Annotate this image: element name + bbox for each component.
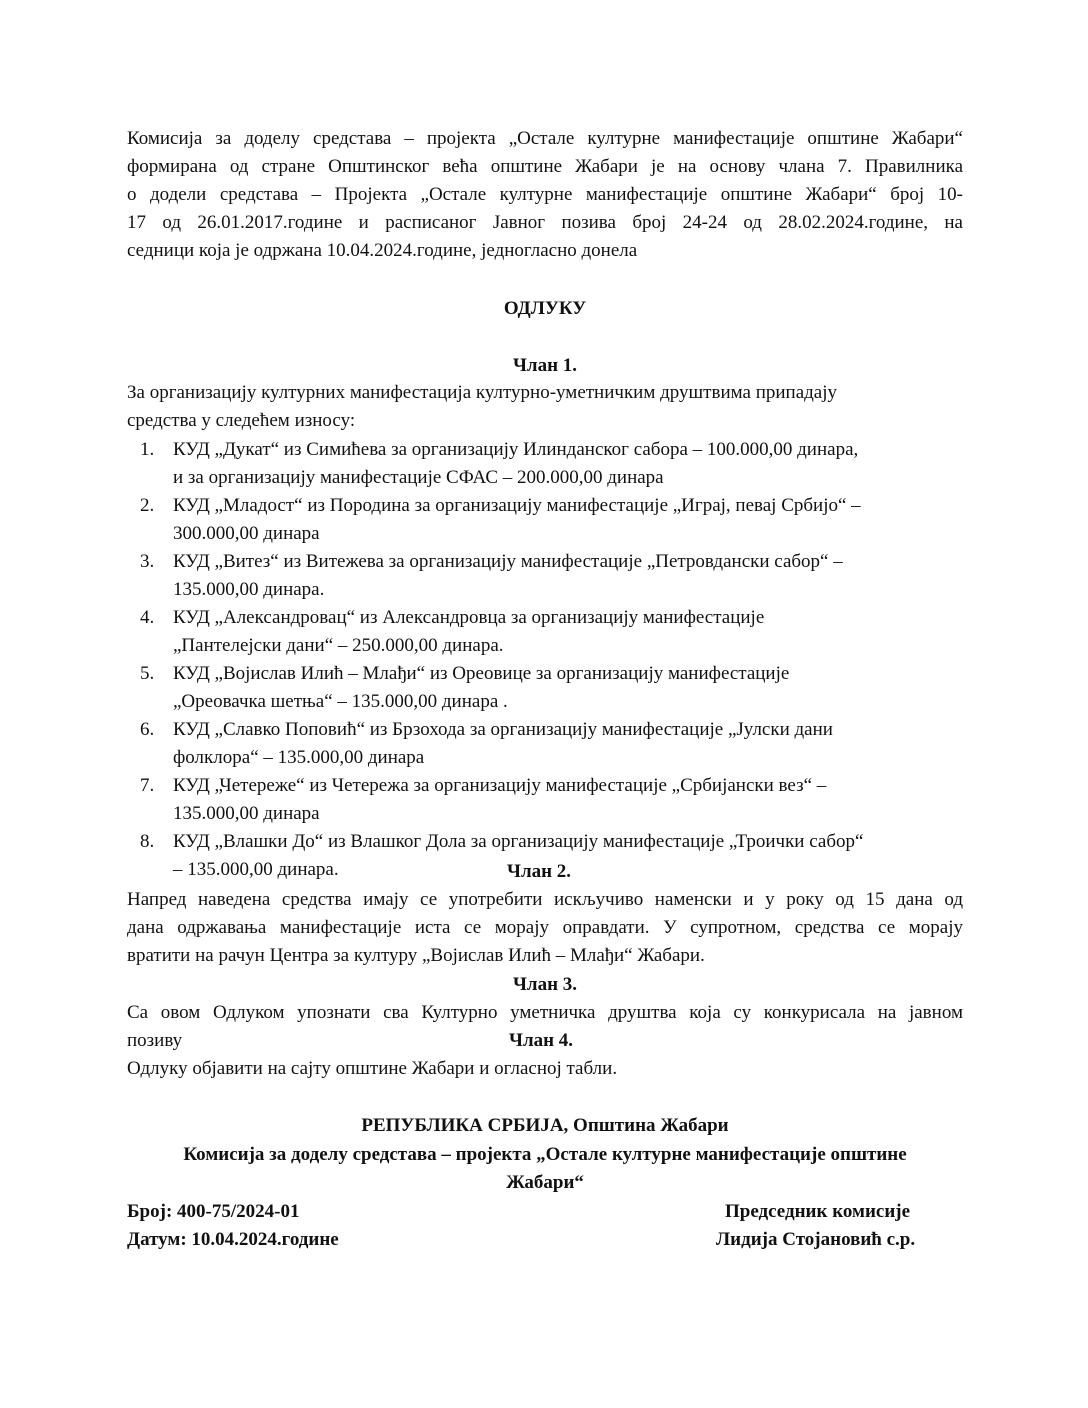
list-item-line: „Пантелејски дани“ – 250.000,00 динара.: [173, 635, 504, 656]
article-4-paragraph: [127, 1055, 963, 1083]
list-item: [127, 604, 963, 660]
article-2-paragraph: [127, 886, 963, 970]
article-1-intro-line: средства у следећем износу:: [127, 410, 356, 431]
commission-line: Жабари“: [506, 1172, 584, 1193]
list-item-line: КУД „Четереже“ из Четережа за организацију манифестације „Србијански вез“ –: [173, 775, 827, 796]
list-item-number: 8.: [140, 831, 155, 852]
list-item-number: 5.: [140, 663, 155, 684]
list-item-line: КУД „Александровац“ из Александровца за организацију манифестације: [173, 607, 765, 628]
decision-title: ОДЛУКУ: [503, 298, 587, 319]
article-3-line: позиву: [127, 1030, 183, 1051]
list-item-line: и за организацију манифестације СФАС – 200.000,00 динара: [173, 467, 664, 488]
list-item: [127, 548, 963, 604]
list-item-line: КУД „Војислав Илић – Млађи“ из Ореовице за организацију манифестације: [173, 663, 790, 684]
list-item-line: 135.000,00 динара: [173, 803, 320, 824]
article-1-intro-line: За организацију културних манифестација културно-уметничким друштвима припадају: [127, 382, 838, 403]
list-item-line: КУД „Младост“ из Породина за организацију манифестације „Играј, певај Србијо“ –: [173, 495, 861, 516]
commission-heading: [127, 1141, 963, 1197]
allocation-list: [127, 436, 963, 884]
intro-line: седници која је одржана 10.04.2024.године, једногласно донела: [127, 240, 638, 261]
list-item-line: 300.000,00 динара: [173, 523, 320, 544]
list-item-line: КУД „Витез“ из Витежева за организацију манифестације „Петровдански сабор“ –: [173, 551, 843, 572]
intro-line: 17 од 26.01.2017.године и расписаног Јавног позива број 24-24 од 28.02.2024.године, на: [127, 212, 963, 233]
list-item-line: КУД „Дукат“ из Симићева за организацију Илинданског сабора – 100.000,00 динара,: [173, 439, 859, 460]
article-3-heading: Члан 3.: [512, 974, 578, 995]
president-name: Лидија Стојановић с.р.: [716, 1229, 916, 1250]
list-item-number: 6.: [140, 719, 155, 740]
list-item-line: КУД „Славко Поповић“ из Брзохода за организацију манифестације „Јулски дани: [173, 719, 833, 740]
list-item: [127, 660, 963, 716]
document-date: Датум: 10.04.2024.године: [127, 1229, 339, 1250]
authority-heading: РЕПУБЛИКА СРБИЈА, Општина Жабари: [361, 1115, 729, 1136]
list-item: [127, 716, 963, 772]
list-item-line: „Ореовачка шетња“ – 135.000,00 динара .: [173, 691, 508, 712]
list-item-number: 1.: [140, 439, 155, 460]
list-item-line: фолклора“ – 135.000,00 динара: [173, 747, 425, 768]
article-2-line: дана одржавања манифестације иста се морају оправдати. У супротном, средства се морају: [127, 917, 963, 938]
list-item: [127, 436, 963, 492]
list-item-number: 4.: [140, 607, 155, 628]
article-2-heading: Члан 2.: [507, 861, 572, 882]
list-item: [127, 772, 963, 828]
intro-line: Комисија за доделу средстава – пројекта „Остале културне манифестације општине Жабари“: [127, 128, 963, 149]
commission-line: Комисија за доделу средстава – пројекта „Остале културне манифестације општине: [183, 1144, 907, 1165]
intro-paragraph: [127, 125, 963, 265]
intro-line: формирана од стране Општинског већа општине Жабари је на основу члана 7. Правилника: [127, 156, 963, 177]
list-item-line: – 135.000,00 динара.: [173, 859, 339, 880]
president-title: Председник комисије: [725, 1201, 911, 1222]
article-1-intro: [127, 379, 963, 435]
intro-line: о додели средстава – Пројекта „Остале културне манифестације општине Жабари“ број 10-: [127, 184, 963, 205]
list-item-number: 7.: [140, 775, 155, 796]
article-1-heading: Члан 1.: [512, 355, 578, 376]
article-3-line: Са овом Одлуком упознати сва Културно уметничка друштва која су конкурисала на јавном: [127, 1002, 963, 1023]
list-item-number: 3.: [140, 551, 155, 572]
list-item: [127, 492, 963, 548]
list-item-line: 135.000,00 динара.: [173, 579, 325, 600]
article-2-line: вратити на рачун Центра за културу „Војислав Илић – Млађи“ Жабари.: [127, 945, 705, 966]
list-item-line: КУД „Влашки До“ из Влашког Дола за организацију манифестације „Троички сабор“: [173, 831, 864, 852]
article-2-line: Напред наведена средства имају се употребити искључиво наменски и у року од 15 дана од: [127, 889, 963, 910]
article-4-heading: Члан 4.: [509, 1030, 574, 1051]
document-number: Број: 400-75/2024-01: [127, 1201, 300, 1222]
article-4-line: Одлуку објавити на сајту општине Жабари и огласној табли.: [127, 1058, 618, 1079]
list-item-number: 2.: [140, 495, 155, 516]
